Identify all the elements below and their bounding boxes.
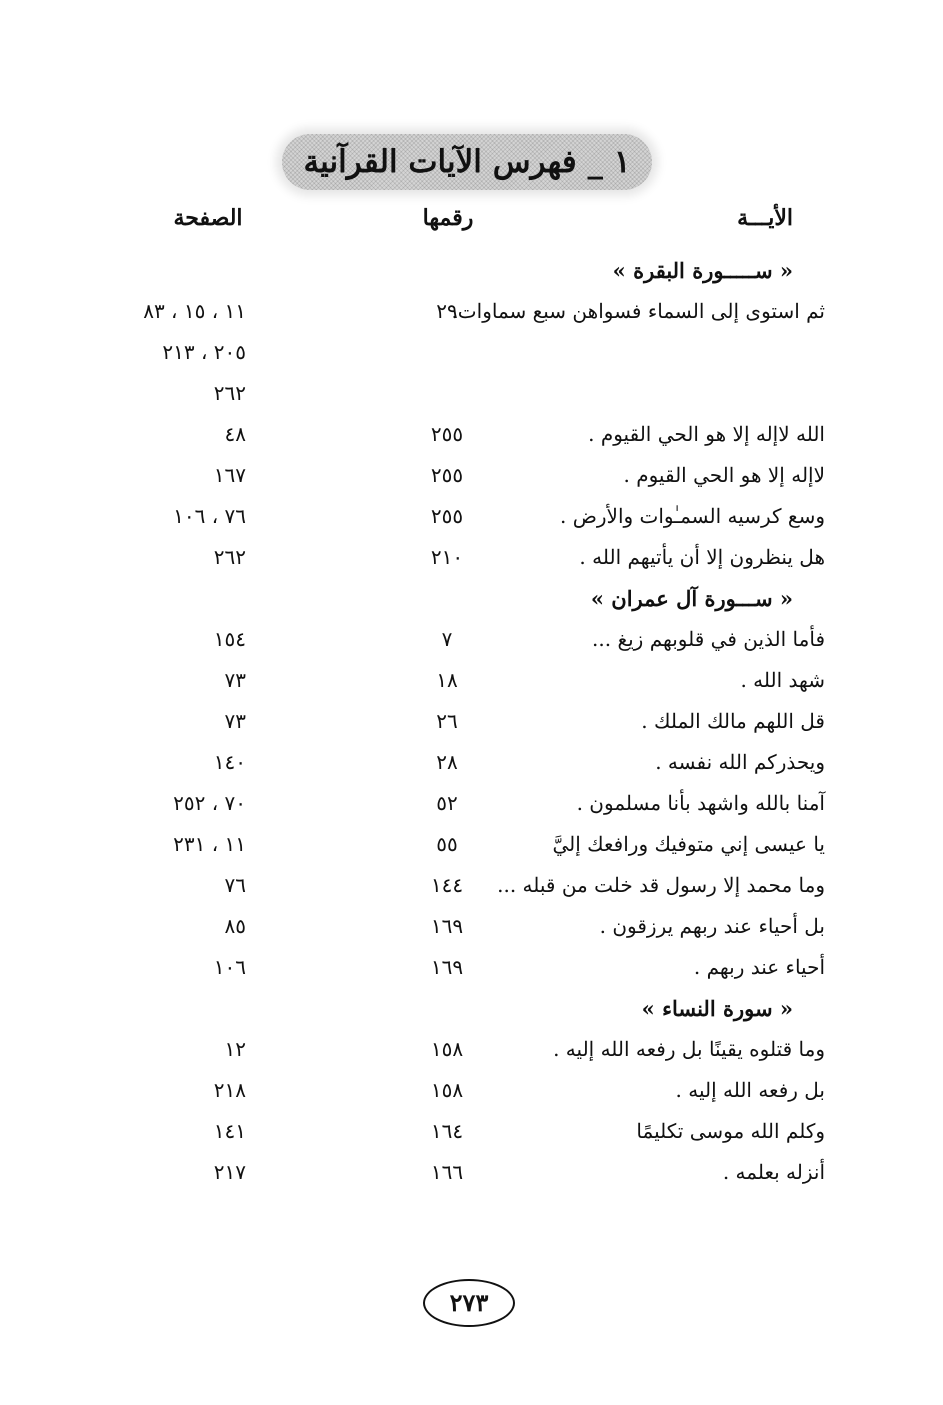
page-references: ٢٦٢ [213,381,246,405]
ayah-text: وسع كرسيه السمـٰوات والأرض . [559,504,825,528]
surah-heading-row [0,578,943,619]
index-row [0,537,943,578]
page-references: ٢٠٥ ، ٢١٣ [162,340,246,364]
surah-heading: « ســـورة آل عمران » [590,586,793,611]
ayah-text: وكلم الله موسى تكليمًا [636,1119,825,1143]
ayah-text: أحياء عند ربهم . [693,955,825,979]
index-row [0,1152,943,1193]
ayah-text: لاإله إلا هو الحي القيوم . [623,463,825,487]
ayah-text: يا عيسى إني متوفيك ورافعك إليَّ [552,832,825,856]
page-references: ٧٣ [224,709,246,733]
ayah-number: ١٦٩ [430,914,464,938]
index-row [0,332,943,373]
ayah-text: هل ينظرون إلا أن يأتيهم الله . [579,545,825,569]
ayah-number: ٢٥٥ [430,463,464,487]
ayah-number: ١٥٨ [430,1037,464,1061]
index-row [0,496,943,537]
page-references: ١٢ [224,1037,246,1061]
column-header-ayah: الأيـــة [737,205,793,231]
page-number: ٢٧٣ [449,1288,489,1317]
ayah-number: ١٥٨ [430,1078,464,1102]
index-row [0,414,943,455]
ayah-text: شهد الله . [740,668,825,692]
index-row [0,947,943,988]
ayah-text: بل رفعه الله إليه . [675,1078,825,1102]
page-references: ٢٦٢ [213,545,246,569]
ayah-number: ٥٢ [436,791,458,815]
page-references: ١٠٦ [213,955,246,979]
index-row [0,660,943,701]
page-references: ١٤١ [213,1119,246,1143]
ayah-number: ٢٨ [436,750,458,774]
ayah-number: ٢٩ [436,299,458,323]
page-references: ٧٦ [224,873,246,897]
index-row [0,619,943,660]
page-title: ١ _ فهرس الآيات القرآنية [303,144,631,180]
index-row [0,906,943,947]
page-references: ١٤٠ [213,750,246,774]
index-row [0,291,943,332]
ayah-text: آمنا بالله واشهد بأنا مسلمون . [576,791,825,815]
ayah-text: وما قتلوه يقينًا بل رفعه الله إليه . [553,1037,825,1061]
ayah-number: ٢١٠ [430,545,464,569]
ayah-number: ٥٥ [436,832,458,856]
column-header-page: الصفحة [173,205,243,231]
column-header-number: رقمها [422,205,474,231]
ayah-number: ١٤٤ [430,873,464,897]
index-row [0,742,943,783]
ayah-number: ١٦٦ [430,1160,464,1184]
index-row [0,455,943,496]
surah-heading: « ســـــورة البقرة » [612,258,793,283]
index-row [0,373,943,414]
ayah-text: فأما الذين في قلوبهم زيغ ... [592,627,825,651]
page-references: ٢١٧ [213,1160,246,1184]
index-row [0,701,943,742]
ayah-number: ٢٥٥ [430,422,464,446]
ayah-number: ١٦٤ [430,1119,464,1143]
page-references: ٧٦ ، ١٠٦ [173,504,246,528]
page-references: ٧٣ [224,668,246,692]
page-references: ١١ ، ١٥ ، ٨٣ [143,299,246,323]
page-references: ١١ ، ٢٣١ [173,832,246,856]
page-references: ٧٠ ، ٢٥٢ [173,791,246,815]
ayah-text: الله لاإله إلا هو الحي القيوم . [588,422,825,446]
ayah-number: ١٦٩ [430,955,464,979]
surah-heading: « سورة النساء » [641,996,793,1021]
index-row [0,865,943,906]
index-row [0,824,943,865]
ayah-text: ويحذركم الله نفسه . [655,750,825,774]
index-row [0,1111,943,1152]
page-references: ٢١٨ [213,1078,246,1102]
ayah-text: قل اللهم مالك الملك . [641,709,825,733]
page-references: ٨٥ [224,914,246,938]
ayah-text: أنزله بعلمه . [722,1160,825,1184]
page-references: ١٦٧ [213,463,246,487]
index-row [0,1029,943,1070]
surah-heading-row [0,250,943,291]
index-row [0,1070,943,1111]
page-references: ١٥٤ [213,627,246,651]
index-row [0,783,943,824]
ayah-text: ثم استوى إلى السماء فسواهن سبع سماوات. [451,299,825,323]
ayah-number: ١٨ [436,668,458,692]
page-references: ٤٨ [224,422,246,446]
ayah-number: ٢٥٥ [430,504,464,528]
ayah-number: ٧ [441,627,453,651]
ayah-text: بل أحياء عند ربهم يرزقون . [599,914,825,938]
ayah-text: وما محمد إلا رسول قد خلت من قبله ... [497,873,825,897]
ayah-number: ٢٦ [436,709,458,733]
surah-heading-row [0,988,943,1029]
